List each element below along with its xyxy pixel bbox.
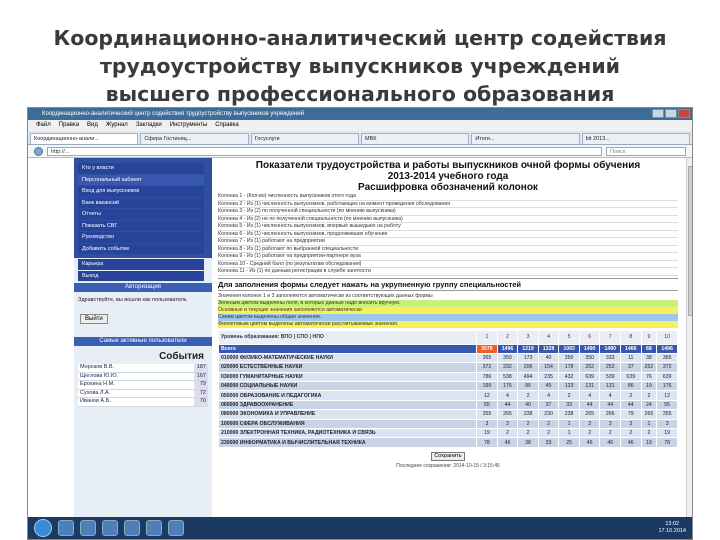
table-cell: 33 — [538, 438, 559, 447]
table-cell: 3 — [657, 419, 678, 428]
menu-file[interactable]: Файл — [36, 122, 51, 128]
clock-time: 13:02 — [665, 521, 680, 527]
legend-row: Колонка 2 - Из (1) численность выпускников, работающих на момент проведения обследования — [218, 201, 678, 209]
table-cell: 78 — [477, 438, 498, 447]
tab-2[interactable]: Сфера Гостиниц... — [140, 133, 248, 144]
menu-help[interactable]: Справка — [215, 122, 239, 128]
table-cell: 1496 — [657, 344, 678, 353]
table-cell: 2 — [497, 429, 518, 438]
menu-tools[interactable]: Инструменты — [169, 122, 208, 128]
table-row — [219, 353, 678, 362]
table-cell: 539 — [600, 372, 621, 381]
tab-4[interactable]: МВК — [361, 133, 469, 144]
table-cell: 235 — [538, 372, 559, 381]
table-cell: 40 — [538, 353, 559, 362]
table-cell: 2 — [518, 419, 539, 428]
table-cell: 55 — [477, 400, 498, 409]
table-cell: 25 — [559, 438, 580, 447]
event-count: 167 — [194, 373, 208, 381]
form-subheading: Для заполнения формы следует нажать на укрупненную группу специальностей — [218, 278, 678, 291]
table-cell: 44 — [497, 400, 518, 409]
event-row[interactable] — [78, 390, 208, 399]
table-cell: 4 — [538, 391, 559, 400]
table-cell: 1466 — [620, 344, 641, 353]
left-margin — [28, 158, 74, 521]
table-cell: 365 — [657, 353, 678, 362]
table-cell: 176 — [497, 382, 518, 391]
table-header-cell: 9 — [641, 330, 657, 344]
sidebar-item-7[interactable]: Руководство — [78, 232, 204, 243]
table-cell: 2 — [641, 429, 657, 438]
minimize-icon[interactable] — [652, 109, 664, 118]
table-cell: 266 — [600, 410, 621, 419]
table-cell: 154 — [538, 363, 559, 372]
table-cell: 79 — [620, 410, 641, 419]
sidebar-item-6[interactable]: Показать СВГ — [78, 221, 204, 232]
table-cell: 350 — [579, 353, 600, 362]
note-row: Значения колонок 1 и 3 заполняются автоматически из соответствующих данных формы — [218, 292, 433, 299]
scrollbar-thumb[interactable] — [688, 166, 693, 316]
table-cell: 355 — [657, 410, 678, 419]
sidebar-item-4[interactable]: Банк вакансий — [78, 198, 204, 209]
event-name: Ерохина Н.М. — [80, 381, 115, 387]
table-row — [219, 391, 678, 400]
last-saved-note: Последнее сохранение: 2014-10-15 / 3:15:45 — [396, 462, 500, 469]
table-cell: 432 — [559, 372, 580, 381]
table-cell: 355 — [477, 410, 498, 419]
table-cell: 1 — [559, 419, 580, 428]
table-header-row — [219, 330, 678, 344]
sidebar-item-5[interactable]: Отчеты — [78, 209, 204, 220]
table-cell: 2 — [579, 429, 600, 438]
scrollbar[interactable] — [686, 158, 693, 521]
search-input[interactable]: Поиск — [606, 147, 686, 156]
sidebar — [74, 158, 212, 521]
table-cell: 206 — [518, 363, 539, 372]
legend-row: Колонка 4 - Из (2) не по полученной специальности (по мнению выпускника) — [218, 216, 678, 224]
sidebar-item-9[interactable]: Карьера — [78, 259, 204, 270]
table-cell: 4 — [497, 391, 518, 400]
table-cell: 252 — [600, 363, 621, 372]
table-cell: 639 — [657, 372, 678, 381]
table-cell: 33 — [559, 400, 580, 409]
word-icon[interactable] — [168, 520, 184, 536]
event-name: Иванов А.Б. — [80, 398, 111, 404]
table-cell: 538 — [497, 372, 518, 381]
table-cell: 95 — [518, 382, 539, 391]
table-cell: 176 — [657, 382, 678, 391]
slide-title-line-2: трудоустройству выпускников учреждений — [99, 54, 621, 78]
table-cell: 2 — [620, 429, 641, 438]
table-cell: 252 — [579, 363, 600, 372]
table-cell: 131 — [579, 382, 600, 391]
url-input[interactable]: http://... — [47, 147, 602, 156]
stats-header: Самые активные пользователи — [74, 337, 212, 346]
table-cell: 78 — [657, 438, 678, 447]
specialty-link[interactable]: 060000 ЗДРАВООХРАНЕНИЕ — [219, 400, 477, 409]
table-cell: 265 — [497, 410, 518, 419]
table-row — [219, 410, 678, 419]
table-cell: 2 — [518, 391, 539, 400]
table-cell: 238 — [559, 410, 580, 419]
table-cell: 2 — [600, 429, 621, 438]
clock-date: 17.10.2014 — [658, 528, 686, 534]
back-icon[interactable] — [34, 147, 43, 156]
page-title-line-3: Расшифровка обозначений колонок — [358, 182, 538, 193]
tab-6[interactable]: bit 2013... — [582, 133, 690, 144]
table-cell: 76 — [641, 372, 657, 381]
note-row-purple: Фиолетовым цветом выделены автоматически рассчитываемые значения. — [218, 321, 678, 328]
table-cell: 4 — [600, 391, 621, 400]
specialty-link[interactable]: 100000 СФЕРА ОБСЛУЖИВАНИЯ — [219, 419, 477, 428]
sidebar-item-3[interactable]: Вход для выпускников — [78, 186, 204, 197]
address-bar-row — [28, 145, 692, 158]
table-cell: 12 — [657, 391, 678, 400]
table-cell: 19 — [641, 382, 657, 391]
table-cell: 333 — [600, 353, 621, 362]
table-cell: 232 — [497, 363, 518, 372]
table-cell: 350 — [497, 353, 518, 362]
table-cell: 786 — [477, 372, 498, 381]
sidebar-item-2[interactable]: Персональный кабинет — [78, 175, 204, 186]
table-header-cell: 5 — [559, 330, 580, 344]
sidebar-item-10[interactable]: Выход — [78, 271, 204, 282]
table-cell: 11 — [620, 353, 641, 362]
tab-1[interactable]: Координационно-анали... — [30, 133, 138, 144]
table-cell: 350 — [559, 353, 580, 362]
stats-table — [218, 330, 678, 448]
table-cell: 4 — [579, 391, 600, 400]
event-row[interactable] — [78, 364, 208, 373]
table-cell: 37 — [620, 363, 641, 372]
table-cell: 123 — [559, 382, 580, 391]
menu-view[interactable]: Вид — [87, 122, 98, 128]
table-row — [219, 382, 678, 391]
tab-5[interactable]: Итоги... — [471, 133, 579, 144]
menu-history[interactable]: Журнал — [105, 122, 128, 128]
table-cell: 639 — [620, 372, 641, 381]
sidebar-menu — [74, 158, 212, 258]
table-cell: 40 — [518, 400, 539, 409]
exit-button[interactable]: Выйти — [80, 314, 108, 324]
table-cell: 44 — [579, 400, 600, 409]
specialty-link[interactable]: 230000 ИНФОРМАТИКА И ВЫЧИСЛИТЕЛЬНАЯ ТЕХНИКА — [219, 438, 477, 447]
menu-edit[interactable]: Правка — [58, 122, 80, 128]
table-cell: 3 — [600, 419, 621, 428]
table-cell: 55 — [657, 400, 678, 409]
table-row — [219, 363, 678, 372]
legend-row: Колонка 10 - Средний балл (по результатам обследования) — [218, 261, 678, 269]
table-header-cell: 6 — [579, 330, 600, 344]
table-row — [219, 438, 678, 447]
slide-title-line-1: Координационно-аналитический центр содействия — [53, 26, 667, 50]
legend-row: Колонка 8 - Из (1) работают по выбранной специальности — [218, 246, 678, 254]
sidebar-item-1[interactable]: Кто у власти — [78, 163, 204, 174]
table-cell: 19 — [641, 438, 657, 447]
maximize-icon[interactable] — [665, 109, 677, 118]
table-cell: 24 — [641, 400, 657, 409]
event-count: 72 — [194, 390, 208, 398]
table-cell: 37 — [538, 400, 559, 409]
table-cell: 44 — [620, 400, 641, 409]
table-header-cell: 10 — [657, 330, 678, 344]
specialty-link[interactable]: 030000 ГУМАНИТАРНЫЕ НАУКИ — [219, 372, 477, 381]
table-header-cell[interactable]: Уровень образования: ВПО | СПО | НПО — [219, 330, 477, 344]
table-cell: 265 — [641, 410, 657, 419]
table-cell: 365 — [477, 353, 498, 362]
taskbar — [28, 517, 693, 539]
save-button[interactable]: Сохранить — [431, 452, 465, 461]
firefox-icon[interactable] — [124, 520, 140, 536]
table-cell: 86 — [620, 382, 641, 391]
table-cell: 199 — [477, 382, 498, 391]
legend-row: Колонка 9 - Из (1) работают на предприятии-партнере вуза — [218, 253, 678, 261]
close-icon[interactable] — [678, 109, 690, 118]
clock — [658, 521, 693, 535]
legend-row: Колонка 5 - Из (1) численность выпускников, впервые вышедших на работу — [218, 223, 678, 231]
table-cell: 252 — [641, 363, 657, 372]
slide-title — [0, 0, 720, 105]
table-cell: 3 — [620, 419, 641, 428]
page-title-line-2: 2013-2014 учебного года — [387, 171, 509, 182]
table-cell: 2 — [538, 429, 559, 438]
table-cell: 238 — [518, 410, 539, 419]
table-body — [219, 353, 678, 447]
window-titlebar — [28, 108, 692, 120]
window-controls — [652, 109, 690, 118]
page-title-line-1: Показатели трудоустройства и работы выпускников очной формы обучения — [255, 160, 641, 171]
window-title: Координационно-аналитический центр содействия трудоустройству выпускников учреждений — [42, 111, 305, 117]
legend-row: Колонка 3 - Из (2) по полученной специальности (по мнению выпускника) — [218, 208, 678, 216]
event-row[interactable] — [78, 381, 208, 390]
table-cell: 2 — [518, 429, 539, 438]
table-cell: 2 — [538, 419, 559, 428]
media-player-icon[interactable] — [102, 520, 118, 536]
table-cell: 178 — [559, 363, 580, 372]
event-count: 187 — [194, 364, 208, 372]
table-cell: 3 — [497, 419, 518, 428]
table-cell: 2 — [641, 391, 657, 400]
table-cell: 44 — [600, 400, 621, 409]
specialty-link[interactable]: 210000 ЭЛЕКТРОННАЯ ТЕХНИКА, РАДИОТЕХНИКА И СВЯЗЬ — [219, 429, 477, 438]
table-cell: 46 — [579, 438, 600, 447]
table-cell: 46 — [497, 438, 518, 447]
specialty-link[interactable]: 020000 ЕСТЕСТВЕННЫЕ НАУКИ — [219, 363, 477, 372]
table-cell: 3 — [477, 419, 498, 428]
table-cell: 38 — [641, 353, 657, 362]
legend-row: Колонка 11 - Из (1) по данным регистрации в службе занятости — [218, 268, 678, 276]
browser-screenshot — [27, 107, 693, 540]
table-row — [219, 429, 678, 438]
table-header-cell: 1 — [477, 330, 498, 344]
table-header-cell: 3 — [518, 330, 539, 344]
event-count: 79 — [194, 381, 208, 389]
explorer-icon[interactable] — [58, 520, 74, 536]
table-row — [219, 372, 678, 381]
tab-strip — [28, 131, 692, 145]
table-cell: Всего — [219, 344, 477, 353]
table-cell: 1496 — [497, 344, 518, 353]
auth-header: Авторизация — [74, 283, 212, 292]
legend-row: Колонка 7 - Из (1) работают на предприятии — [218, 238, 678, 246]
table-cell: 38 — [518, 438, 539, 447]
folder-icon[interactable] — [80, 520, 96, 536]
event-row[interactable] — [78, 398, 208, 407]
table-header-cell: 4 — [538, 330, 559, 344]
start-button-icon[interactable] — [34, 519, 52, 537]
table-cell: 230 — [538, 410, 559, 419]
table-total-row — [219, 344, 678, 353]
menu-bar — [28, 120, 692, 131]
table-cell: 131 — [600, 382, 621, 391]
table-cell: 265 — [579, 410, 600, 419]
table-cell: 1490 — [579, 344, 600, 353]
table-cell: 2 — [559, 391, 580, 400]
table-cell: 1490 — [600, 344, 621, 353]
table-cell: 173 — [518, 353, 539, 362]
table-header-cell: 7 — [600, 330, 621, 344]
specialty-link[interactable]: 050000 ОБРАЗОВАНИЕ И ПЕДАГОГИКА — [219, 391, 477, 400]
main-panel — [212, 158, 682, 521]
event-row[interactable] — [78, 373, 208, 382]
table-cell: 19 — [477, 429, 498, 438]
table-cell: 3070 — [477, 344, 498, 353]
sidebar-item-8[interactable]: Добавить событие — [78, 244, 204, 255]
specialty-link[interactable]: 080000 ЭКОНОМИКА И УПРАВЛЕНИЕ — [219, 410, 477, 419]
slide-title-line-3: высшего профессионального образования — [105, 82, 615, 106]
specialty-link[interactable]: 040000 СОЦИАЛЬНЫЕ НАУКИ — [219, 382, 477, 391]
table-cell: 372 — [477, 363, 498, 372]
table-cell: 2 — [620, 391, 641, 400]
events-title: События — [159, 351, 204, 362]
event-name: Сухова Л.А. — [80, 389, 111, 396]
note-row-yellow: Основные и текущие значения заполняются автоматически — [218, 307, 678, 314]
menu-bookmarks[interactable]: Закладки — [135, 122, 162, 128]
legend-row: Колонка 6 - Из (1) численность выпускников, продолживших обучение — [218, 231, 678, 239]
table-cell: 46 — [620, 438, 641, 447]
table-cell: 639 — [579, 372, 600, 381]
table-cell: 46 — [600, 438, 621, 447]
table-cell: 3 — [579, 419, 600, 428]
note-row-green: Зеленым цветом выделены поля, в которых данные надо вносить вручную. — [218, 300, 678, 307]
table-cell: 372 — [657, 363, 678, 372]
column-legend — [218, 193, 678, 276]
note-row-blue: Синим цветом выделены общие значения. — [218, 314, 678, 321]
event-count: 70 — [194, 398, 208, 406]
event-name: Щеглова Ю.Ю. — [80, 372, 119, 379]
table-cell: 45 — [538, 382, 559, 391]
table-header-cell: 8 — [620, 330, 641, 344]
table-cell: 1093 — [559, 344, 580, 353]
table-cell: 19 — [657, 429, 678, 438]
table-row — [219, 400, 678, 409]
table-cell: 1219 — [518, 344, 539, 353]
table-cell: 494 — [518, 372, 539, 381]
table-row — [219, 419, 678, 428]
table-cell: 12 — [477, 391, 498, 400]
table-cell: 68 — [641, 344, 657, 353]
event-name: Морозов В.В. — [80, 364, 115, 370]
powerpoint-icon[interactable] — [146, 520, 162, 536]
legend-row: Колонка 1 - (Кол-во) численность выпускников этого года — [218, 193, 678, 201]
auth-text: Здравствуйте, вы вошли как пользователь — [78, 297, 187, 303]
specialty-link[interactable]: 010000 ФИЗИКО-МАТЕМАТИЧЕСКИЕ НАУКИ — [219, 353, 477, 362]
table-cell: 1 — [559, 429, 580, 438]
table-header-cell: 2 — [497, 330, 518, 344]
page-content — [28, 158, 693, 521]
table-cell: 1 — [641, 419, 657, 428]
tab-3[interactable]: Госуслуги — [251, 133, 359, 144]
table-cell: 1328 — [538, 344, 559, 353]
